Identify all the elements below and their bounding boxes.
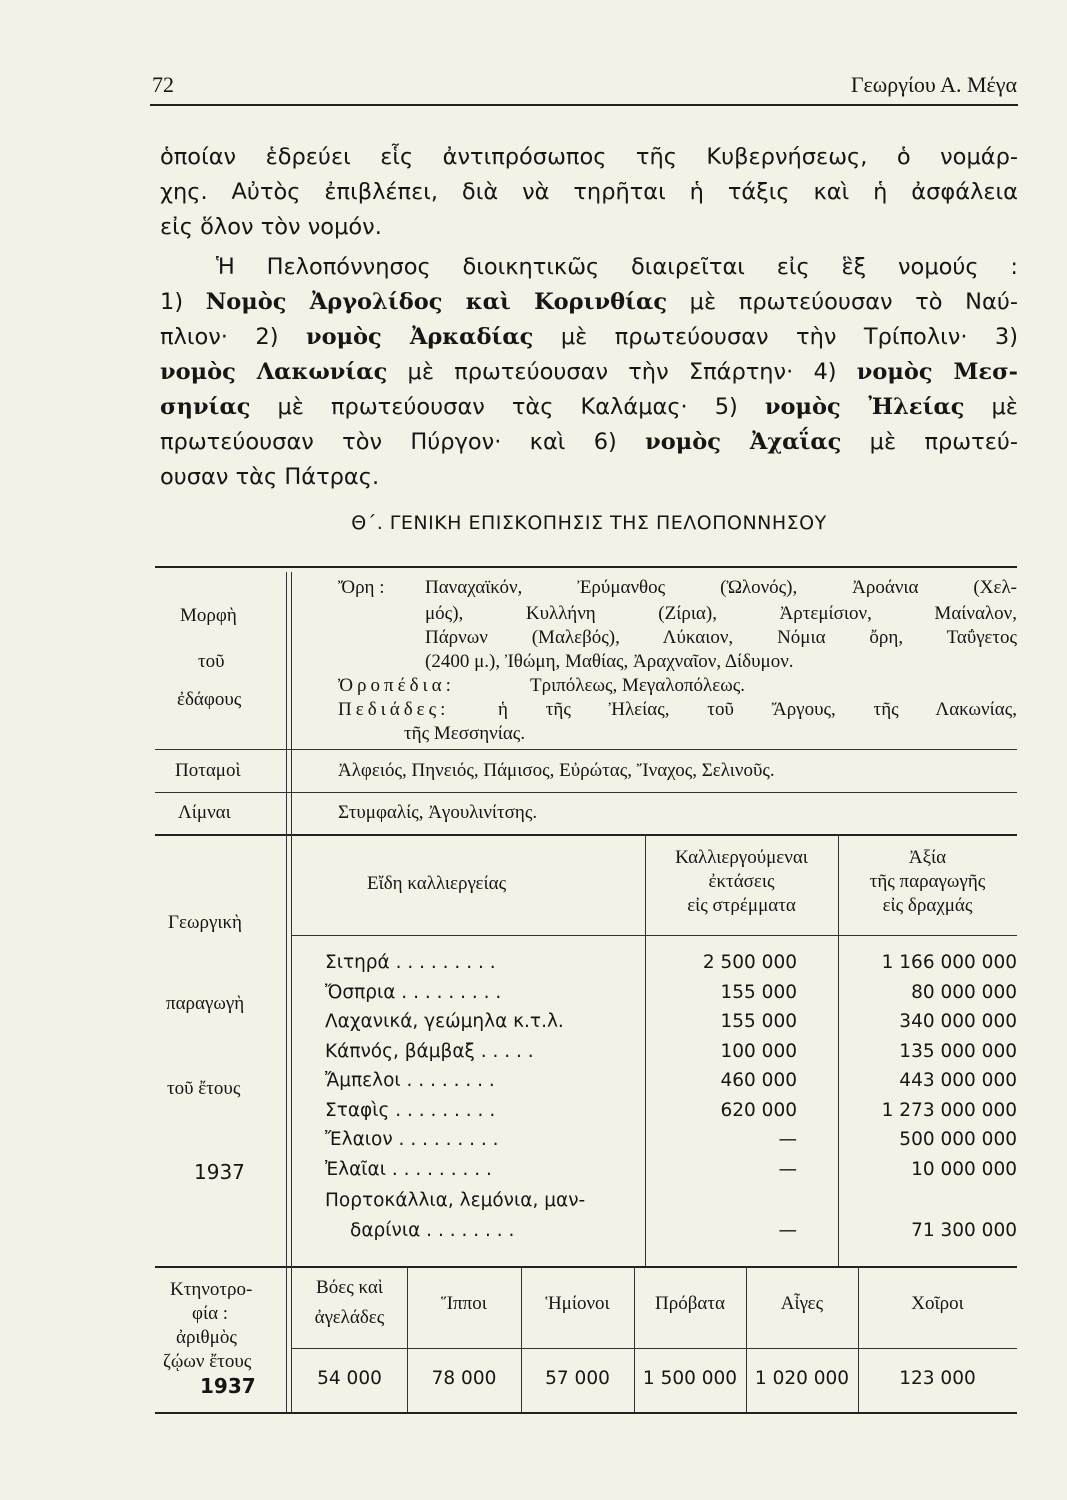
table-rule <box>155 749 1017 750</box>
prefecture-name: νομὸς Λακωνίας <box>160 359 388 385</box>
header-rule <box>150 104 1018 106</box>
text-line: πρωτεύουσαν τὸν Πύργον· καὶ 6) νομὸς Ἀχαΐας μὲ πρωτεύ- <box>160 429 1018 455</box>
production-value: 10 000 000 <box>911 1159 1017 1180</box>
area-value: 620 000 <box>720 1100 797 1121</box>
table-rule <box>155 1266 1017 1268</box>
column-header: Βόες καὶ <box>316 1277 383 1298</box>
crop-name: Λαχανικά, γεώμηλα κ.τ.λ. <box>325 1011 564 1032</box>
running-title: Γεωργίου Α. Μέγα <box>850 72 1017 97</box>
prefecture-name: νομὸς Ἀχαΐας <box>645 429 842 455</box>
text-line: εἰς ὅλον τὸν νομόν. <box>160 214 382 240</box>
plains-key: Πεδιάδες: <box>338 699 450 720</box>
paragraph-2 <box>160 250 1018 495</box>
table-rule <box>292 935 1017 936</box>
crop-name: Ἔλαιον . . . . . . . . . <box>325 1129 499 1150</box>
area-value: 460 000 <box>720 1070 797 1091</box>
text-line: νομὸς Λακωνίας μὲ πρωτεύουσαν τὴν Σπάρτην· 4) νομὸς Μεσ- <box>160 359 1019 385</box>
column-header: Ἵπποι <box>441 1293 487 1314</box>
paragraph-1 <box>160 140 1018 245</box>
table-rule <box>155 792 1017 793</box>
text-line: ὁποίαν ἑδρεύει εἷς ἀντιπρόσωπος τῆς Κυβερνήσεως, ὁ νομάρ- <box>160 144 1018 170</box>
area-value: — <box>778 1220 797 1241</box>
mountains-line: (2400 μ.), Ἰθώμη, Μαθίας, Ἀραχναῖον, Δίδυμον. <box>425 651 794 672</box>
crop-name: Πορτοκάλλια, λεμόνια, μαν- <box>325 1190 586 1211</box>
text-line: χης. Αὐτὸς ἐπιβλέπει, διὰ νὰ τηρῆται ἡ τάξις καὶ ἡ ἀσφάλεια <box>160 179 1018 205</box>
text-line: Ἡ Πελοπόννησος διοικητικῶς διαιρεῖται εἰς ἓξ νομούς : <box>216 254 1018 280</box>
production-value: 71 300 000 <box>911 1220 1017 1241</box>
row-label: ζῴων ἔτους <box>163 1351 252 1372</box>
prefecture-name: σηνίας <box>160 394 251 420</box>
row-label: ἀριθμὸς <box>176 1327 237 1348</box>
column-header: Χοῖροι <box>911 1293 964 1314</box>
column-header: Ἀξία <box>908 847 947 868</box>
prefecture-name: Νομὸς Ἀργολίδος καὶ Κορινθίας <box>205 289 668 315</box>
prefecture-name: νομὸς Ἠλείας <box>764 394 965 420</box>
table-rule <box>155 1412 1017 1414</box>
plains-line: τῆς Μεσσηνίας. <box>404 723 526 744</box>
crop-name: δαρίνια . . . . . . . . <box>350 1220 515 1241</box>
table-vrule <box>286 572 287 1412</box>
text-line: 1) Νομὸς Ἀργολίδος καὶ Κορινθίας μὲ πρωτεύουσαν τὸ Ναύ- <box>160 289 1018 315</box>
rivers-value: Ἀλφειός, Πηνειός, Πάμισος, Εὐρώτας, Ἴναχος, Σελινοῦς. <box>338 760 775 781</box>
column-header: εἰς δραχμάς <box>882 895 973 916</box>
column-header: ἀγελάδες <box>314 1307 385 1328</box>
area-value: 100 000 <box>720 1041 797 1062</box>
mountains-line: Παναχαϊκόν, Ἐρύμανθος (Ὠλονός), Ἀροάνια (Χελ- <box>425 577 1017 598</box>
row-label: Λίμναι <box>178 802 231 823</box>
column-header: Καλλιεργούμεναι <box>675 847 808 868</box>
production-value: 340 000 000 <box>899 1011 1017 1032</box>
table-vrule <box>858 1266 859 1412</box>
column-header: Αἶγες <box>780 1293 824 1314</box>
production-value: 1 273 000 000 <box>881 1100 1017 1121</box>
table-rule <box>155 566 1017 568</box>
row-label: Γεωργικὴ <box>168 912 242 933</box>
column-header: εἰς στρέμματα <box>687 895 796 916</box>
row-label: 1937 <box>194 1160 245 1184</box>
crop-name: Ἄμπελοι . . . . . . . . <box>325 1070 495 1091</box>
production-value: 500 000 000 <box>899 1129 1017 1150</box>
page-number: 72 <box>152 72 174 97</box>
livestock-count: 57 000 <box>545 1368 610 1389</box>
section-title: Θ΄. ΓΕΝΙΚΗ ΕΠΙΣΚΟΠΗΣΙΣ ΤΗΣ ΠΕΛΟΠΟΝΝΗΣΟΥ <box>351 512 827 534</box>
text-line: σηνίας μὲ πρωτεύουσαν τὰς Καλάμας· 5) νομὸς Ἠλείας μὲ <box>160 394 1018 420</box>
column-header: Πρόβατα <box>655 1293 725 1314</box>
row-label: 1937 <box>200 1374 256 1398</box>
livestock-count: 1 500 000 <box>642 1368 738 1389</box>
plains-line: ἡ τῆς Ἠλείας, τοῦ Ἄργους, τῆς Λακωνίας, <box>498 699 1017 720</box>
production-value: 80 000 000 <box>911 982 1017 1003</box>
row-label: παραγωγὴ <box>166 993 245 1014</box>
column-header: τῆς παραγωγῆς <box>869 871 986 892</box>
livestock-count: 123 000 <box>899 1368 976 1389</box>
table-vrule <box>746 1266 747 1412</box>
table-vrule <box>407 1266 408 1412</box>
area-value: 2 500 000 <box>702 952 797 973</box>
text-line: ουσαν τὰς Πάτρας. <box>160 464 380 490</box>
column-header: ἐκτάσεις <box>708 871 775 892</box>
table-rule <box>155 834 1017 836</box>
mountains-line: Πάρνων (Μαλεβός), Λύκαιον, Νόμια ὄρη, Ταΰγετος <box>425 627 1017 648</box>
livestock-count: 1 020 000 <box>754 1368 850 1389</box>
mountains-line: μός), Κυλλήνη (Ζίρια), Ἀρτεμίσιον, Μαίναλον, <box>425 603 1017 624</box>
livestock-count: 78 000 <box>431 1368 497 1389</box>
crop-name: Σταφὶς . . . . . . . . . <box>325 1100 496 1121</box>
plateaus-key: Ὀροπέδια: <box>338 675 455 696</box>
column-header: Εἴδη καλλιεργείας <box>367 873 507 894</box>
text-line: πλιον· 2) νομὸς Ἀρκαδίας μὲ πρωτεύουσαν τὴν Τρίπολιν· 3) <box>160 324 1019 350</box>
area-value: 155 000 <box>720 1011 797 1032</box>
prefecture-name: νομὸς Ἀρκαδίας <box>305 324 534 350</box>
area-value: — <box>778 1129 797 1150</box>
row-label: τοῦ <box>198 651 225 672</box>
production-value: 1 166 000 000 <box>881 952 1017 973</box>
row-label: Μορφὴ <box>180 605 237 626</box>
livestock-count: 54 000 <box>317 1368 382 1389</box>
production-value: 443 000 000 <box>899 1070 1017 1091</box>
table-vrule <box>521 1266 522 1412</box>
mountains-key: Ὄρη : <box>338 577 385 598</box>
row-label: Ποταμοὶ <box>175 760 241 781</box>
plateaus-value: Τριπόλεως, Μεγαλοπόλεως. <box>530 675 746 696</box>
crop-name: Ὄσπρια . . . . . . . . . <box>325 982 502 1003</box>
production-value: 135 000 000 <box>899 1041 1017 1062</box>
table-vrule <box>634 1266 635 1412</box>
row-label: Κτηνοτρο- <box>170 1279 253 1300</box>
area-value: — <box>778 1159 797 1180</box>
area-value: 155 000 <box>720 982 797 1003</box>
crop-name: Σιτηρά . . . . . . . . . <box>325 952 496 973</box>
column-header: Ἡμίονοι <box>545 1293 610 1314</box>
lakes-value: Στυμφαλίς, Ἀγουλινίτσης. <box>338 802 538 823</box>
crop-name: Ἐλαῖαι . . . . . . . . . <box>325 1159 492 1180</box>
row-label: φία : <box>192 1303 229 1324</box>
row-label: ἐδάφους <box>177 689 242 710</box>
table-rule <box>292 1348 1017 1349</box>
prefecture-name: νομὸς Μεσ- <box>856 359 1019 385</box>
row-label: τοῦ ἔτους <box>167 1078 241 1099</box>
crop-name: Κάπνός, βάμβαξ . . . . . <box>325 1041 534 1062</box>
